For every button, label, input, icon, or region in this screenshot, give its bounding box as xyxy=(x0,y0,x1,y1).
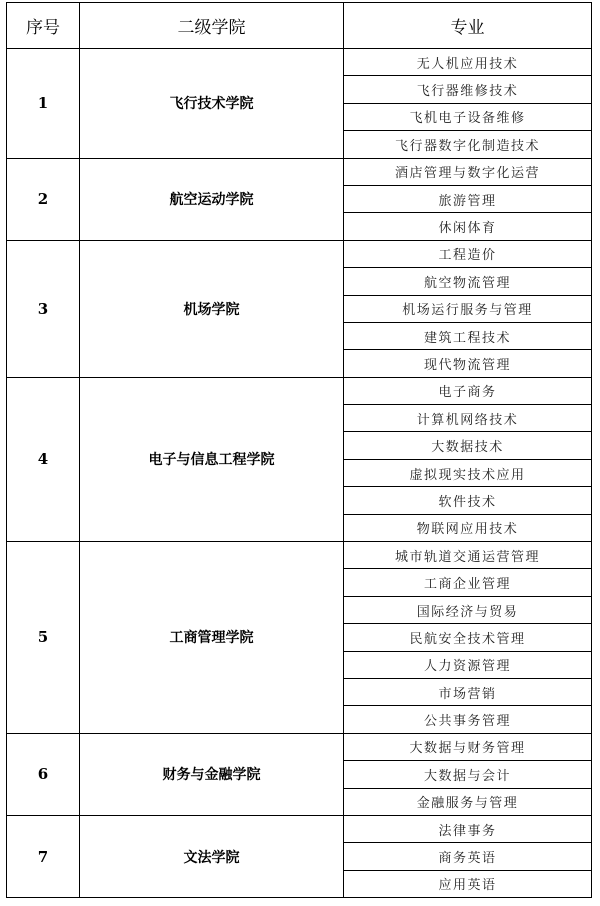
header-college: 二级学院 xyxy=(80,3,344,49)
major-name-cell: 现代物流管理 xyxy=(344,350,592,377)
major-name-cell: 金融服务与管理 xyxy=(344,788,592,815)
table-row xyxy=(7,377,592,404)
serial-number-cell: 6 xyxy=(7,733,80,815)
major-name-cell: 人力资源管理 xyxy=(344,651,592,678)
college-name-cell: 机场学院 xyxy=(80,240,344,377)
serial-number-cell: 3 xyxy=(7,240,80,377)
major-name-cell: 旅游管理 xyxy=(344,185,592,212)
major-name-cell: 民航安全技术管理 xyxy=(344,624,592,651)
major-name-cell: 计算机网络技术 xyxy=(344,405,592,432)
major-name-cell: 法律事务 xyxy=(344,815,592,842)
major-name-cell: 无人机应用技术 xyxy=(344,49,592,76)
table-row xyxy=(7,733,592,760)
college-name-cell: 文法学院 xyxy=(80,815,344,897)
major-name-cell: 飞机电子设备维修 xyxy=(344,103,592,130)
table-row xyxy=(7,158,592,185)
major-name-cell: 市场营销 xyxy=(344,678,592,705)
major-name-cell: 国际经济与贸易 xyxy=(344,596,592,623)
major-name-cell: 航空物流管理 xyxy=(344,268,592,295)
major-name-cell: 机场运行服务与管理 xyxy=(344,295,592,322)
major-name-cell: 应用英语 xyxy=(344,870,592,897)
major-name-cell: 酒店管理与数字化运营 xyxy=(344,158,592,185)
college-name-cell: 航空运动学院 xyxy=(80,158,344,240)
major-name-cell: 大数据与财务管理 xyxy=(344,733,592,760)
college-majors-table xyxy=(6,2,592,898)
major-name-cell: 物联网应用技术 xyxy=(344,514,592,541)
major-name-cell: 建筑工程技术 xyxy=(344,322,592,349)
table-row xyxy=(7,49,592,76)
major-name-cell: 虚拟现实技术应用 xyxy=(344,459,592,486)
table-row xyxy=(7,815,592,842)
serial-number-cell: 5 xyxy=(7,542,80,734)
major-name-cell: 工商企业管理 xyxy=(344,569,592,596)
major-name-cell: 公共事务管理 xyxy=(344,706,592,733)
major-name-cell: 飞行器维修技术 xyxy=(344,76,592,103)
major-name-cell: 大数据与会计 xyxy=(344,761,592,788)
serial-number-cell: 2 xyxy=(7,158,80,240)
header-row xyxy=(7,3,592,49)
major-name-cell: 电子商务 xyxy=(344,377,592,404)
major-name-cell: 工程造价 xyxy=(344,240,592,267)
serial-number-cell: 1 xyxy=(7,49,80,159)
table-header xyxy=(7,3,592,49)
college-name-cell: 财务与金融学院 xyxy=(80,733,344,815)
header-serial-number: 序号 xyxy=(7,3,80,49)
major-name-cell: 休闲体育 xyxy=(344,213,592,240)
college-name-cell: 工商管理学院 xyxy=(80,542,344,734)
table-row xyxy=(7,240,592,267)
college-name-cell: 电子与信息工程学院 xyxy=(80,377,344,541)
header-major: 专业 xyxy=(344,3,592,49)
table-row xyxy=(7,542,592,569)
major-name-cell: 软件技术 xyxy=(344,487,592,514)
serial-number-cell: 4 xyxy=(7,377,80,541)
college-name-cell: 飞行技术学院 xyxy=(80,49,344,159)
table-body xyxy=(7,49,592,898)
major-name-cell: 大数据技术 xyxy=(344,432,592,459)
major-name-cell: 城市轨道交通运营管理 xyxy=(344,542,592,569)
major-name-cell: 飞行器数字化制造技术 xyxy=(344,131,592,158)
serial-number-cell: 7 xyxy=(7,815,80,897)
major-name-cell: 商务英语 xyxy=(344,843,592,870)
